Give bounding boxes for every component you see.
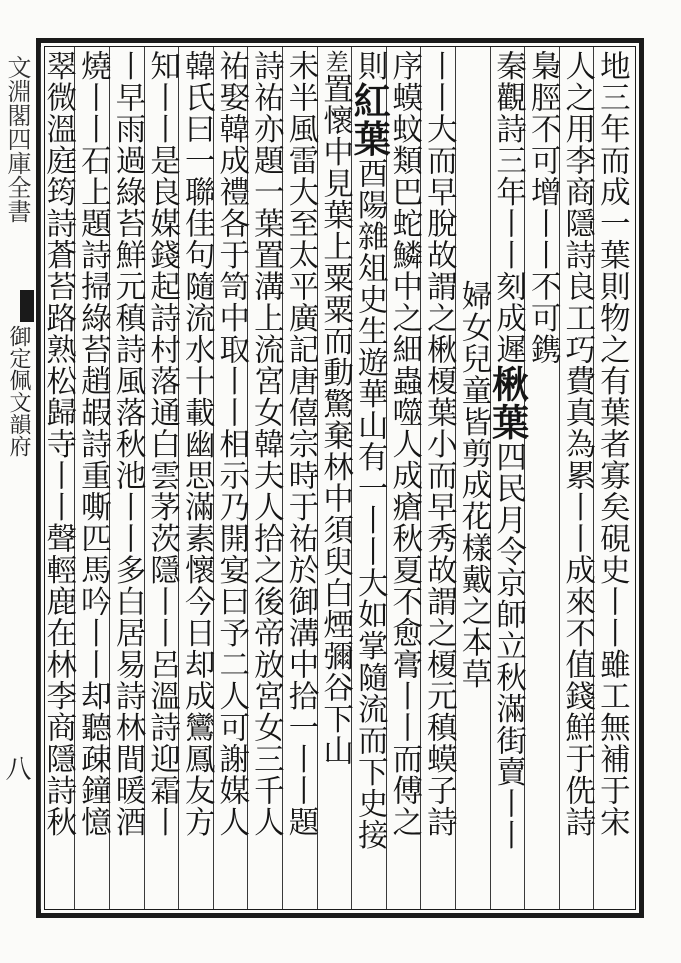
column-text: 翠微溫庭筠詩蒼苔路熟松歸寺丨丨聲輕鹿在林李商隱詩秋 — [40, 50, 76, 838]
column-text: 丨丨大而早脫故謂之楸榎葉小而早秀故謂之榎元稹蟆子詩 — [421, 50, 457, 838]
fish-tail-mark — [20, 290, 34, 322]
column-text: 四民月令京師立秋滿街賣丨丨 — [490, 441, 526, 851]
column-text: 梟脛不可增丨丨不可鎸 — [525, 50, 561, 365]
text-column — [144, 50, 180, 905]
column-text: 置懷中見葉上粟粟而動驚棄林中須臾白煙彌谷下山 — [317, 73, 353, 766]
column-text: 丨早雨過綠苔鮮元稹詩風落秋池丨丨多白居易詩林間暖酒 — [110, 50, 145, 838]
text-column — [386, 50, 422, 905]
column-text: 序蟆蚊類巴蛇鱗中之細蟲噬人成瘡秋夏不愈膏丨丨而傅之 — [386, 50, 422, 838]
entry-headword: 紅葉 — [347, 81, 392, 158]
page-number: 八 — [1, 755, 31, 781]
column-text: 則 — [352, 50, 388, 82]
column-text: 秦觀詩三年丨丨刻成遲 — [490, 50, 526, 365]
column-text: 差 — [321, 50, 348, 73]
column-rule — [40, 47, 41, 909]
column-text: 韓氏曰一聯佳句隨流水十載幽思滿素懷今日却成鸞鳳友方 — [179, 50, 215, 838]
text-column — [593, 50, 629, 905]
text-column — [455, 50, 491, 905]
text-column — [178, 50, 214, 905]
margin-book-title: 御定佩文韻府 — [6, 325, 31, 457]
text-column — [109, 50, 145, 905]
entry-headword: 楸葉 — [485, 365, 530, 441]
text-column — [485, 50, 530, 905]
column-text: 燒丨丨石上題詩掃綠苔趙嘏詩重嘶匹馬吟丨丨却聽疎鐘憶 — [75, 50, 111, 838]
column-text: 知丨丨是良媒錢起詩村落通白雲茅茨隱丨丨呂溫詩迎霜丨 — [144, 50, 180, 838]
column-text: 酉陽雜俎史生遊華山有一丨丨大如掌隨流而下史接 — [352, 157, 388, 851]
text-column — [74, 50, 110, 905]
column-text: 祐娶韓成禮各于笥中取丨丨相示乃開宴曰予二人可謝媒人 — [213, 50, 249, 838]
margin-header: 文淵閣四庫全書 — [3, 55, 31, 223]
text-column — [247, 50, 283, 905]
text-column — [420, 50, 456, 905]
column-text: 人之用李商隱詩良工巧費真為累丨丨成來不值錢鮮于侁詩 — [559, 50, 595, 838]
column-text: 地三年而成一葉則物之有葉者寡矣硯史丨丨雖工無補于宋 — [594, 50, 630, 838]
text-column — [347, 50, 392, 905]
text-column — [282, 50, 318, 905]
text-column — [40, 50, 76, 905]
column-text: 詩祐亦題一葉置溝上流宮女韓夫人拾之後帝放宮女三千人 — [248, 50, 284, 838]
text-column — [559, 50, 595, 905]
text-column — [524, 50, 560, 905]
column-text: 未半風雷大至太平廣記唐僖宗時于祐於御溝中拾一丨丨題 — [283, 50, 318, 838]
text-column — [213, 50, 249, 905]
text-column — [317, 50, 353, 905]
column-text: 婦女兒童皆剪成花樣戴之本草 — [456, 280, 491, 690]
